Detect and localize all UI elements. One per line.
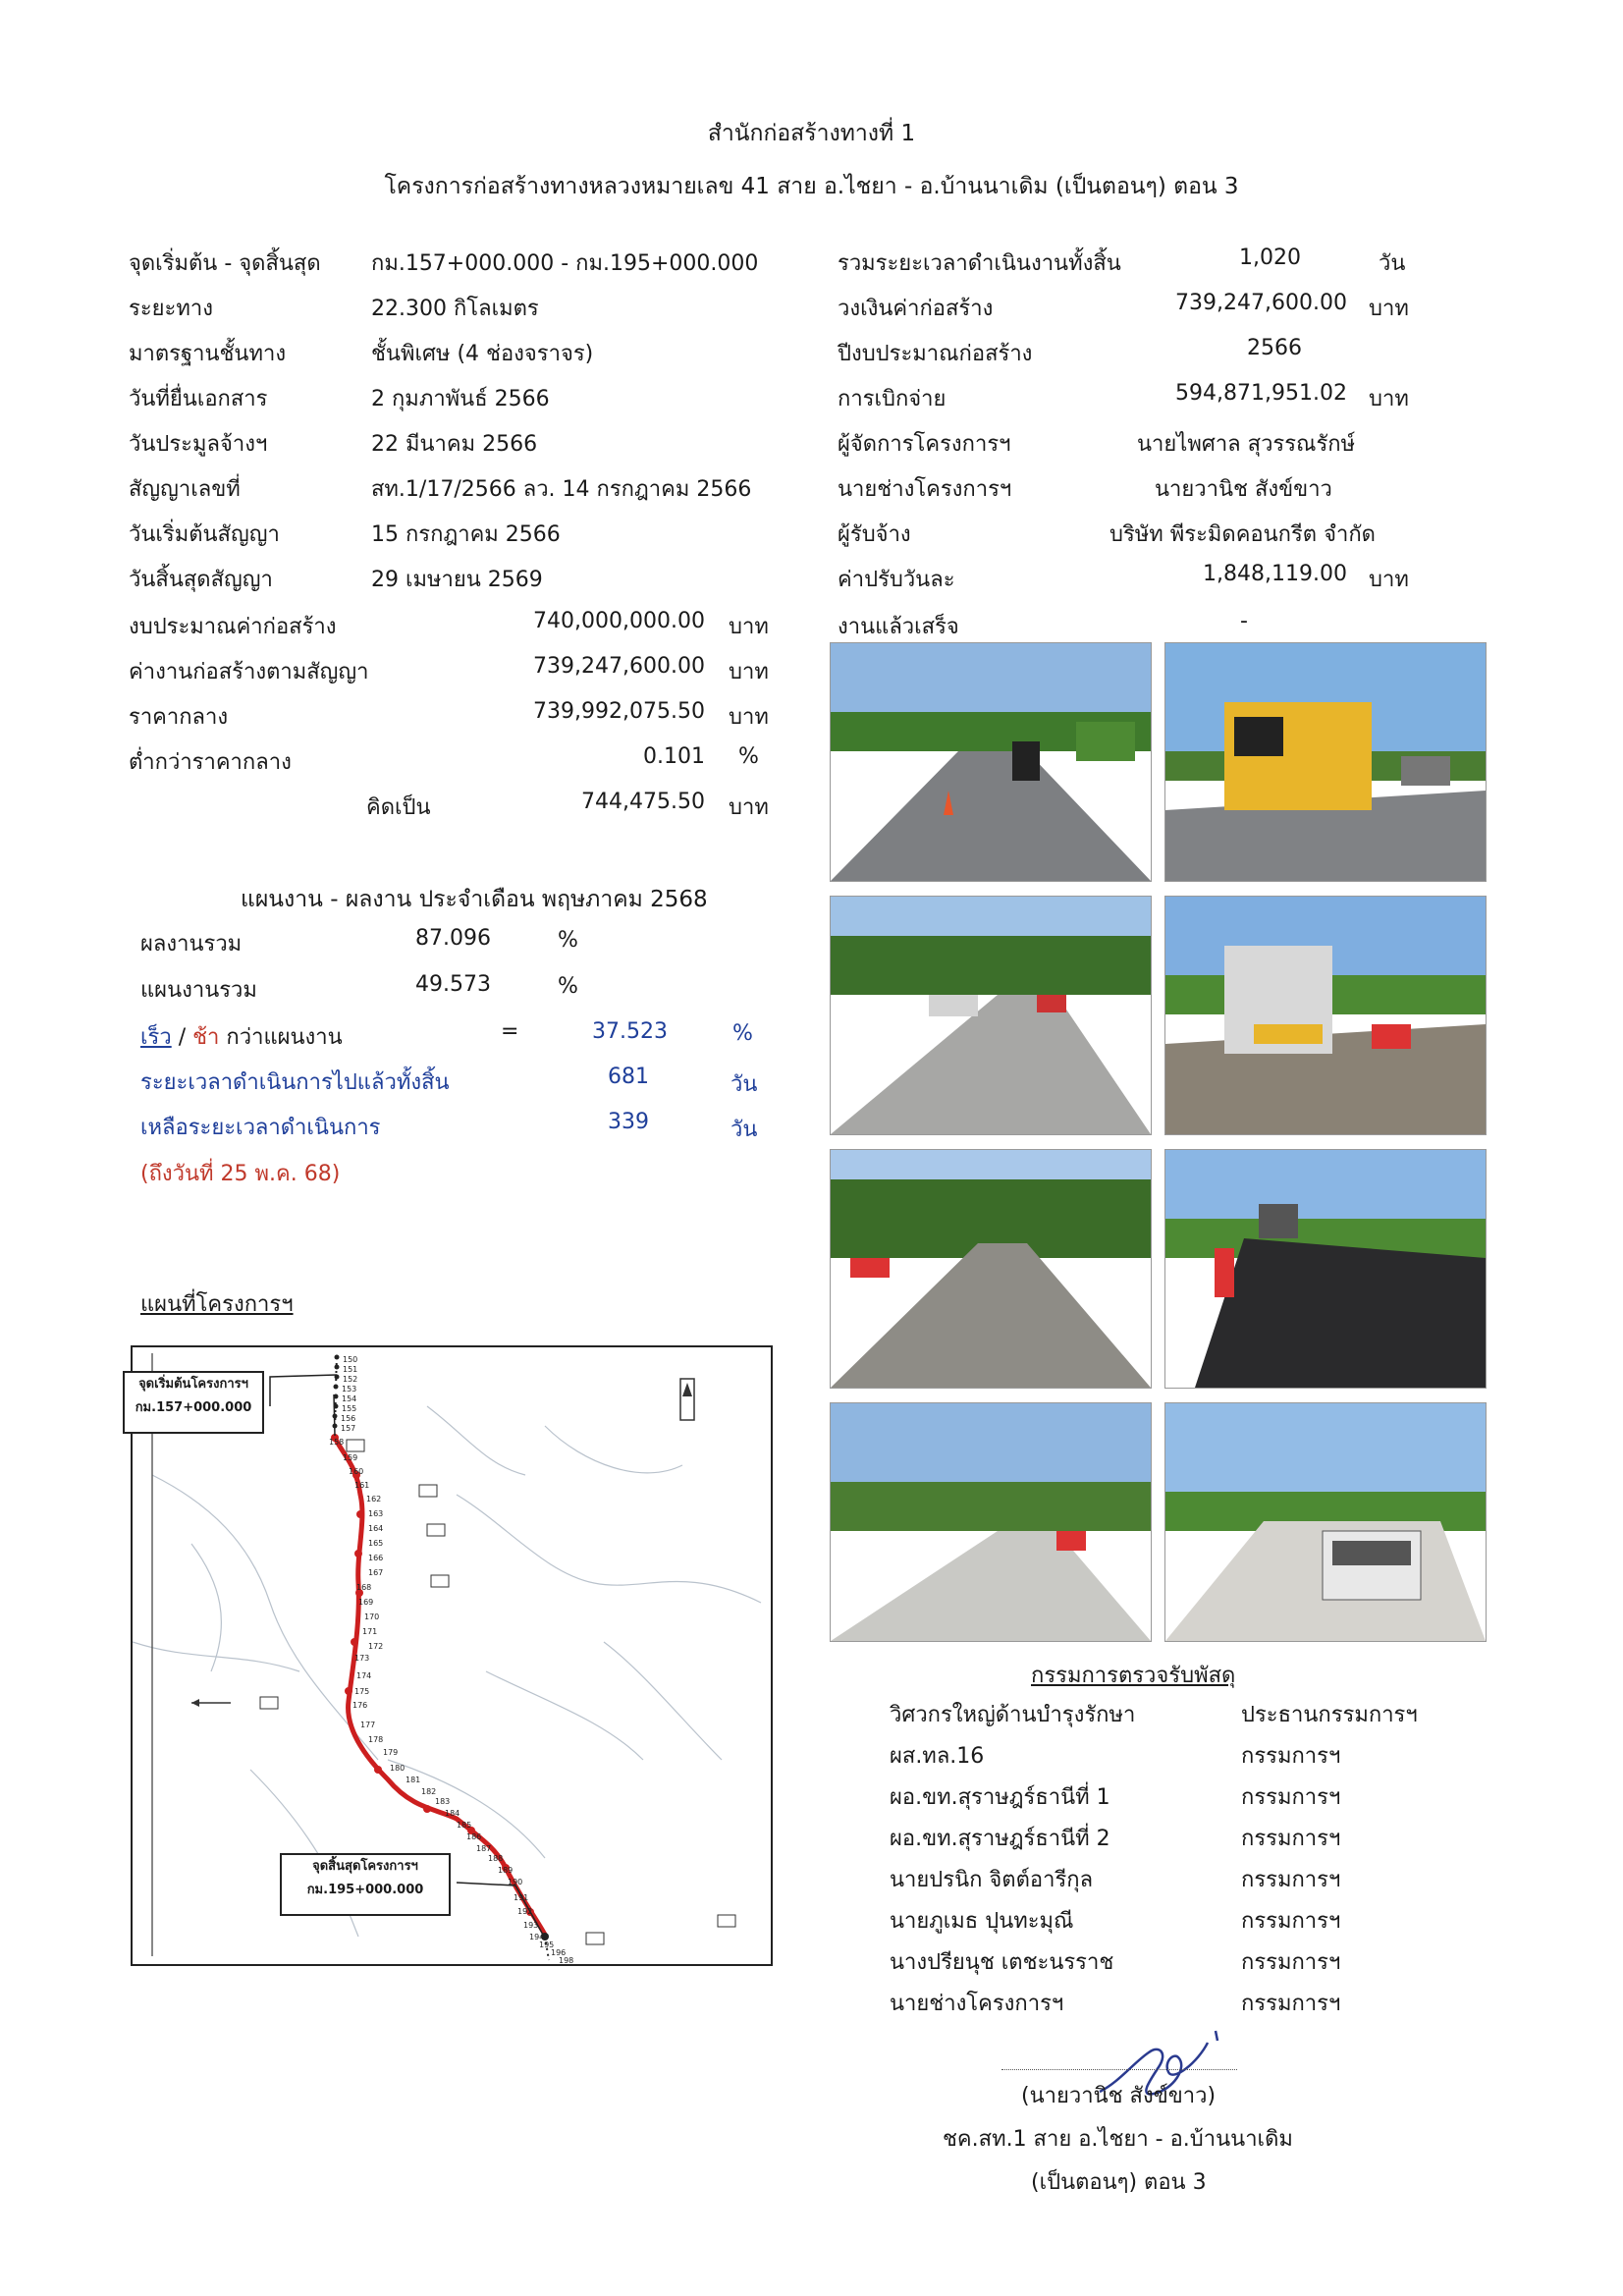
committee-member: นายช่างโครงการฯ (890, 1992, 1064, 2016)
direction-arrow-icon (191, 1699, 199, 1707)
km-marker: 194 (529, 1933, 545, 1941)
budget-unit: บาท (729, 705, 769, 730)
committee-member: ผอ.ขท.สุราษฎร์ธานีที่ 1 (890, 1785, 1110, 1810)
fast-word: เร็ว (140, 1025, 172, 1050)
elapsed-value: 681 (608, 1065, 649, 1089)
committee-role: กรรมการฯ (1241, 1744, 1341, 1769)
site-photo (830, 1149, 1152, 1389)
info-value: 2566 (1247, 336, 1302, 360)
committee-member: ผอ.ขท.สุราษฎร์ธานีที่ 2 (890, 1827, 1110, 1851)
slash: / (178, 1025, 187, 1050)
km-marker: 157 (341, 1424, 356, 1433)
elapsed-unit: วัน (730, 1072, 758, 1097)
committee-title: กรรมการตรวจรับพัสดุ (1031, 1664, 1236, 1688)
km-marker: 163 (368, 1509, 384, 1518)
info-label: วันเริ่มต้นสัญญา (129, 522, 280, 547)
km-marker: 176 (352, 1701, 368, 1710)
km-marker: 179 (383, 1748, 399, 1757)
km-marker: 165 (368, 1539, 384, 1548)
info-label: นายช่างโครงการฯ (838, 477, 1012, 502)
site-photo (830, 1402, 1152, 1642)
slow-word: ช้า (192, 1025, 220, 1050)
info-label: วงเงินค่าก่อสร้าง (838, 297, 994, 321)
km-marker: 170 (364, 1613, 380, 1621)
compare-label: กว่าแผนงาน (226, 1025, 343, 1050)
info-value: 1,848,119.00 (1203, 562, 1347, 586)
km-marker: 185 (457, 1821, 472, 1830)
info-label: วันสิ้นสุดสัญญา (129, 568, 273, 592)
km-marker: 171 (362, 1627, 378, 1636)
signer-name: (นายวานิช สังข์ขาว) (1021, 2084, 1217, 2108)
diff-value: 37.523 (592, 1019, 668, 1044)
info-unit: วัน (1379, 251, 1406, 276)
actual-label: ผลงานรวม (140, 932, 243, 957)
km-marker: 188 (488, 1854, 504, 1863)
km-marker: 183 (435, 1797, 451, 1806)
progress-title: แผนงาน - ผลงาน ประจำเดือน พฤษภาคม 2568 (241, 887, 708, 912)
info-label: ระยะทาง (129, 297, 213, 321)
budget-value: 740,000,000.00 (533, 609, 705, 633)
info-value: 22 มีนาคม 2566 (371, 432, 538, 457)
project-map (131, 1345, 773, 1966)
plan-label: แผนงานรวม (140, 978, 257, 1003)
km-marker: 192 (517, 1907, 533, 1916)
start-callout (123, 1371, 264, 1434)
elapsed-label: ระยะเวลาดำเนินการไปแล้วทั้งสิ้น (140, 1070, 450, 1095)
info-value: สท.1/17/2566 ลว. 14 กรกฎาคม 2566 (371, 477, 752, 502)
km-marker: 151 (343, 1365, 358, 1374)
budget-unit: บาท (729, 660, 769, 684)
info-label: ค่าปรับวันละ (838, 568, 955, 592)
budget-unit: บาท (729, 795, 769, 820)
office-title: สำนักก่อสร้างทางที่ 1 (707, 121, 916, 146)
info-value: กม.157+000.000 - กม.195+000.000 (371, 251, 759, 276)
committee-role: กรรมการฯ (1241, 1992, 1341, 2016)
km-marker: 154 (342, 1394, 357, 1403)
km-marker: 167 (368, 1568, 384, 1577)
budget-value: 0.101 (643, 744, 705, 769)
committee-member: นางปรียนุช เตชะนรราช (890, 1950, 1114, 1975)
info-value: 739,247,600.00 (1175, 291, 1347, 315)
committee-member: นายปรนิก จิตต์อารีกุล (890, 1868, 1094, 1892)
committee-member: ผส.ทล.16 (890, 1744, 985, 1769)
info-value: 1,020 (1239, 246, 1301, 270)
map-title: แผนที่โครงการฯ (140, 1292, 294, 1317)
budget-value: 739,247,600.00 (533, 654, 705, 679)
km-marker: 184 (445, 1809, 460, 1818)
km-marker: 160 (349, 1467, 364, 1476)
info-value: 2 กุมภาพันธ์ 2566 (371, 387, 550, 411)
site-photo (1164, 1149, 1487, 1389)
info-unit: บาท (1369, 297, 1409, 321)
km-marker: 155 (342, 1404, 357, 1413)
km-marker: 196 (551, 1948, 567, 1957)
committee-role: กรรมการฯ (1241, 1868, 1341, 1892)
info-value: นายวานิช สังข์ขาว (1155, 477, 1332, 502)
km-marker: 166 (368, 1554, 384, 1562)
km-marker: 189 (498, 1866, 514, 1875)
equals-sign: = (501, 1019, 519, 1044)
info-label: วันที่ยื่นเอกสาร (129, 387, 268, 411)
info-value: 29 เมษายน 2569 (371, 568, 543, 592)
site-photo (1164, 896, 1487, 1135)
committee-role: กรรมการฯ (1241, 1950, 1341, 1975)
start-label: จุดเริ่มต้นโครงการฯ (138, 1377, 248, 1392)
km-marker: 186 (466, 1832, 482, 1841)
km-marker: 156 (341, 1414, 356, 1423)
committee-role: กรรมการฯ (1241, 1909, 1341, 1934)
budget-label: ราคากลาง (129, 705, 229, 730)
km-marker: 153 (342, 1385, 357, 1394)
site-photo (830, 896, 1152, 1135)
km-marker: 161 (354, 1481, 370, 1490)
info-label: วันประมูลจ้างฯ (129, 432, 268, 457)
committee-role: กรรมการฯ (1241, 1827, 1341, 1851)
plan-value: 49.573 (415, 972, 491, 997)
km-marker: 181 (406, 1776, 421, 1784)
budget-unit: % (738, 744, 759, 769)
info-value: 15 กรกฎาคม 2566 (371, 522, 561, 547)
as-of-date: (ถึงวันที่ 25 พ.ค. 68) (140, 1162, 341, 1186)
info-value: บริษัท พีระมิดคอนกรีต จำกัด (1109, 522, 1376, 547)
km-marker: 172 (368, 1642, 384, 1651)
km-marker: 150 (343, 1355, 358, 1364)
info-label: ผู้จัดการโครงการฯ (838, 432, 1011, 457)
km-marker: 191 (514, 1893, 529, 1902)
committee-member: นายภูเมธ ปุนทะมุณี (890, 1909, 1074, 1934)
km-marker: 175 (354, 1687, 370, 1696)
end-label: จุดสิ้นสุดโครงการฯ (312, 1859, 418, 1874)
site-photo (830, 642, 1152, 882)
budget-value: 744,475.50 (581, 790, 705, 814)
budget-label: ต่ำกว่าราคากลาง (129, 750, 292, 775)
start-km: กม.157+000.000 (135, 1400, 252, 1415)
signer-position: ชค.สท.1 สาย อ.ไชยา - อ.บ้านนาเดิม (943, 2127, 1293, 2152)
info-unit: บาท (1369, 387, 1409, 411)
km-marker: 152 (343, 1375, 358, 1384)
remaining-unit: วัน (730, 1118, 758, 1142)
remaining-label: เหลือระยะเวลาดำเนินการ (140, 1116, 381, 1140)
km-marker: 190 (508, 1878, 523, 1886)
map-graphic (133, 1347, 771, 1964)
info-value: นายไพศาล สุวรรณรักษ์ (1137, 432, 1356, 457)
info-label: สัญญาเลขที่ (129, 477, 241, 502)
km-marker: 198 (559, 1956, 574, 1965)
signature-line (1001, 2069, 1237, 2070)
info-value: 594,871,951.02 (1175, 381, 1347, 406)
site-photo (1164, 642, 1487, 882)
info-value: ชั้นพิเศษ (4 ช่องจราจร) (371, 342, 594, 366)
budget-unit: บาท (729, 615, 769, 639)
km-marker: 182 (421, 1787, 437, 1796)
info-label: การเบิกจ่าย (838, 387, 947, 411)
budget-label: คิดเป็น (366, 795, 431, 820)
km-marker: 164 (368, 1524, 384, 1533)
km-marker: 174 (356, 1671, 372, 1680)
plan-unit: % (558, 974, 578, 999)
km-marker: 159 (343, 1453, 358, 1462)
info-label: งานแล้วเสร็จ (838, 615, 959, 639)
actual-value: 87.096 (415, 926, 491, 951)
info-value: 22.300 กิโลเมตร (371, 297, 539, 321)
km-marker: 162 (366, 1495, 382, 1503)
committee-member: วิศวกรใหญ่ด้านบำรุงรักษา (890, 1703, 1136, 1727)
end-km: กม.195+000.000 (306, 1883, 424, 1897)
km-marker: 177 (360, 1721, 376, 1729)
compare-row (140, 1019, 343, 1054)
signer-section: (เป็นตอนๆ) ตอน 3 (1031, 2170, 1207, 2195)
info-label: รวมระยะเวลาดำเนินงานทั้งสิ้น (838, 251, 1121, 276)
budget-label: ค่างานก่อสร้างตามสัญญา (129, 660, 369, 684)
remaining-value: 339 (608, 1110, 649, 1134)
actual-unit: % (558, 928, 578, 953)
km-marker: 173 (354, 1654, 370, 1663)
km-marker: 168 (356, 1583, 372, 1592)
budget-value: 739,992,075.50 (533, 699, 705, 724)
info-label: ปีงบประมาณก่อสร้าง (838, 342, 1033, 366)
km-marker: 195 (539, 1941, 555, 1949)
project-title: โครงการก่อสร้างทางหลวงหมายเลข 41 สาย อ.ไชยา - อ.บ้านนาเดิม (เป็นตอนๆ) ตอน 3 (384, 174, 1239, 199)
committee-role: ประธานกรรมการฯ (1241, 1703, 1418, 1727)
committee-role: กรรมการฯ (1241, 1785, 1341, 1810)
info-unit: บาท (1369, 568, 1409, 592)
budget-label: งบประมาณค่าก่อสร้าง (129, 615, 337, 639)
diff-unit: % (732, 1021, 753, 1046)
km-marker: 178 (368, 1735, 384, 1744)
km-marker: 158 (329, 1438, 345, 1447)
info-label: มาตรฐานชั้นทาง (129, 342, 287, 366)
site-photo (1164, 1402, 1487, 1642)
info-value: - (1240, 609, 1248, 633)
info-label: ผู้รับจ้าง (838, 522, 911, 547)
km-marker: 193 (523, 1921, 539, 1930)
km-marker: 187 (476, 1844, 492, 1853)
km-marker: 180 (390, 1764, 406, 1773)
km-marker: 169 (358, 1598, 374, 1607)
end-callout (280, 1853, 451, 1916)
info-label: จุดเริ่มต้น - จุดสิ้นสุด (129, 251, 321, 276)
